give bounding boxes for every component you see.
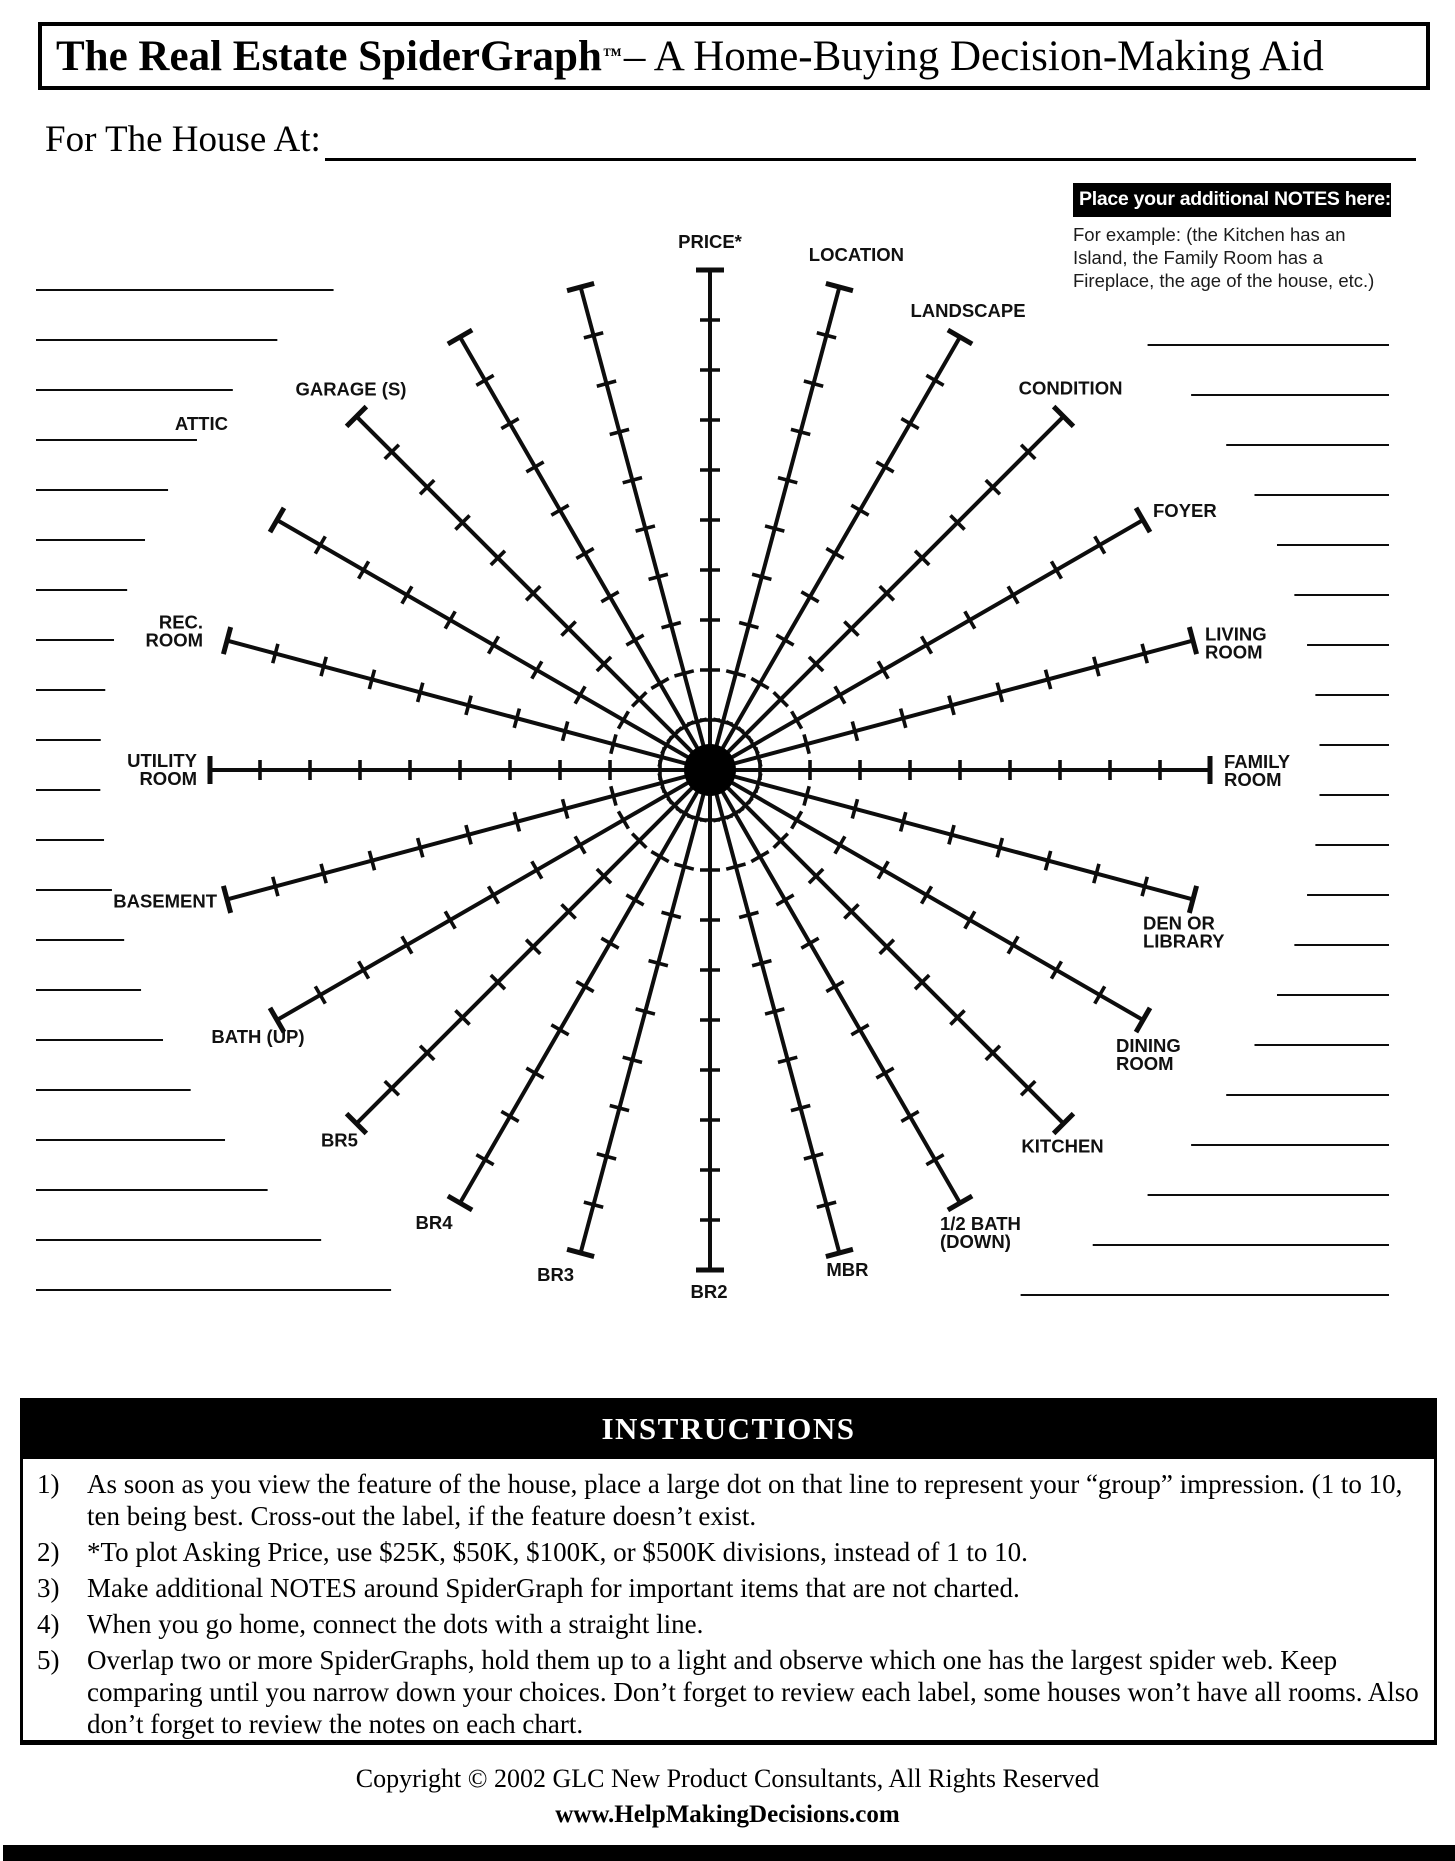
- axis-tick: [852, 722, 857, 741]
- axis-tick: [739, 623, 758, 628]
- footer-copyright: Copyright © 2002 GLC New Product Consultants, All Rights Reserved: [355, 1764, 1100, 1793]
- instruction-item: [37, 1608, 1422, 1640]
- axis-tick: [852, 799, 857, 818]
- axis-label-bath-up: BATH (UP): [211, 1026, 305, 1047]
- axis-tick: [739, 912, 758, 917]
- axis-label-landscape: LANDSCAPE: [910, 299, 1026, 321]
- item-number: 2): [37, 1537, 60, 1567]
- axis-tick: [1142, 644, 1147, 663]
- axis-end-cap: [1189, 627, 1196, 654]
- axis-tick: [817, 1202, 836, 1207]
- axis-tick: [1094, 864, 1099, 883]
- notes-box: [1073, 183, 1391, 292]
- axis-tick: [949, 825, 954, 844]
- axis-tick: [563, 799, 568, 818]
- axis-tick: [649, 574, 668, 579]
- instructions-panel: [20, 1398, 1437, 1745]
- instruction-item: [37, 1468, 1422, 1532]
- page-title: The Real Estate SpiderGraph: [56, 32, 602, 80]
- item-number: 4): [37, 1609, 60, 1639]
- axis-label-living-room: LIVING ROOM: [1204, 623, 1267, 663]
- axis-end-cap: [1189, 886, 1196, 913]
- item-text: When you go home, connect the dots with a straight line.: [87, 1609, 704, 1639]
- axis-tick: [1045, 851, 1050, 870]
- axis-label-br2: BR2: [690, 1281, 728, 1302]
- item-text: Make additional NOTES around SpiderGraph for important items that are not charted.: [87, 1573, 1020, 1603]
- axis-tick: [273, 877, 278, 896]
- axis-tick: [563, 722, 568, 741]
- instruction-item: [37, 1644, 1422, 1740]
- axis-tick: [584, 333, 603, 338]
- notes-header: Place your additional NOTES here:: [1073, 183, 1391, 217]
- house-at-label: For The House At:: [45, 119, 321, 160]
- axis-tick: [949, 696, 954, 715]
- axis-end-cap: [826, 283, 853, 290]
- axis-tick: [997, 683, 1002, 702]
- axis-tick: [623, 478, 642, 483]
- axis-tick: [765, 1009, 784, 1014]
- axis-end-cap: [567, 283, 594, 290]
- axis-label-price: PRICE*: [678, 231, 742, 252]
- bottom-scan-bar: [3, 1845, 1455, 1861]
- notes-example-line: For example: (the Kitchen has an: [1073, 224, 1346, 245]
- axis-label-attic: ATTIC: [174, 413, 228, 434]
- item-number: 5): [37, 1645, 60, 1675]
- axis-label-br4: BR4: [415, 1212, 453, 1234]
- axis-label-1-2-bath-down: 1/2 BATH (DOWN): [940, 1213, 1021, 1253]
- axis-tick: [687, 719, 706, 724]
- axis-tick: [584, 1202, 603, 1207]
- axis-tick: [804, 734, 809, 753]
- axis-tick: [1094, 657, 1099, 676]
- item-text: Overlap two or more SpiderGraphs, hold them up to a light and observe which one has the largest spider web. Keep comparing until you narrow down your choices. Don’t forget to review each label, some houses won’t have all rooms. Also don’t forget to review the notes on each chart.: [87, 1645, 1419, 1739]
- axis-tick: [674, 671, 693, 676]
- axis-end-cap: [948, 330, 972, 344]
- axis-tick: [901, 812, 906, 831]
- axis-tick: [674, 864, 693, 869]
- axis-tick: [611, 734, 616, 753]
- instruction-item: [37, 1536, 1422, 1568]
- axis-tick: [610, 1105, 629, 1110]
- axis-end-cap: [826, 1249, 853, 1256]
- axis-tick: [726, 864, 745, 869]
- axis-label-location: LOCATION: [808, 244, 905, 266]
- axis-tick: [791, 1105, 810, 1110]
- axis-tick: [649, 961, 668, 966]
- axis-tick: [997, 838, 1002, 857]
- item-text: *To plot Asking Price, use $25K, $50K, $100K, or $500K divisions, instead of 1 to 10.: [87, 1537, 1028, 1567]
- axis-tick: [778, 478, 797, 483]
- axis-end-cap: [567, 1249, 594, 1256]
- item-number: 3): [37, 1573, 60, 1603]
- axis-tick: [514, 812, 519, 831]
- axis-end-cap: [223, 886, 230, 913]
- center-hub: [684, 744, 736, 796]
- axis-tick: [1045, 670, 1050, 689]
- axis-tick: [610, 429, 629, 434]
- page-subtitle: – A Home-Buying Decision-Making Aid: [623, 32, 1324, 80]
- axis-tick: [466, 696, 471, 715]
- axis-tick: [418, 683, 423, 702]
- axis-label-family-room: FAMILY ROOM: [1224, 751, 1291, 790]
- notes-example-line: Fireplace, the age of the house, etc.): [1073, 270, 1375, 291]
- axis-tick: [466, 825, 471, 844]
- axis-end-cap: [270, 508, 284, 532]
- footer-website: www.HelpMakingDecisions.com: [555, 1801, 900, 1828]
- instructions-header: INSTRUCTIONS: [20, 1398, 1437, 1459]
- axis-tick: [1142, 877, 1147, 896]
- axis-tick: [804, 381, 823, 386]
- item-text: As soon as you view the feature of the house, place a large dot on that line to represent your “group” impression. (1 to 10, ten being best. Cross-out the label, if the feature doesn’t exist.: [87, 1469, 1403, 1531]
- instructions-body: [20, 1459, 1437, 1745]
- axis-tick: [791, 429, 810, 434]
- axis-end-cap: [1136, 508, 1150, 532]
- axis-label-br3: BR3: [537, 1263, 575, 1285]
- axis-label-mbr: MBR: [826, 1258, 869, 1280]
- axis-tick: [273, 644, 278, 663]
- axis-end-cap: [223, 627, 230, 654]
- axis-tick: [662, 623, 681, 628]
- axis-tick: [369, 670, 374, 689]
- axis-tick: [321, 657, 326, 676]
- footer: [0, 1764, 1455, 1829]
- axis-tick: [752, 574, 771, 579]
- axis-tick: [597, 381, 616, 386]
- axis-tick: [418, 838, 423, 857]
- notes-example-text: [1073, 223, 1391, 292]
- axis-tick: [817, 333, 836, 338]
- axis-tick: [726, 671, 745, 676]
- axis-tick: [611, 786, 616, 805]
- axis-tick: [636, 1009, 655, 1014]
- axis-tick: [636, 526, 655, 531]
- axis-tick: [597, 1154, 616, 1159]
- axis-label-condition: CONDITION: [1018, 377, 1123, 399]
- axis-label-garage-s: GARAGE (S): [295, 378, 407, 400]
- axis-end-cap: [1136, 1008, 1150, 1032]
- item-number: 1): [37, 1469, 60, 1499]
- axis-tick: [804, 786, 809, 805]
- instruction-item: [37, 1572, 1422, 1604]
- axis-label-dining-room: DINING ROOM: [1116, 1035, 1181, 1074]
- axis-tick: [778, 1057, 797, 1062]
- axis-tick: [623, 1057, 642, 1062]
- axis-tick: [901, 709, 906, 728]
- axis-label-utility-room: UTILITY ROOM: [127, 750, 197, 789]
- axis-label-foyer: FOYER: [1153, 500, 1217, 521]
- axis-label-kitchen: KITCHEN: [1021, 1135, 1104, 1157]
- axis-end-cap: [948, 1196, 972, 1210]
- axis-label-basement: BASEMENT: [113, 890, 218, 912]
- notes-example-line: Island, the Family Room has a: [1073, 247, 1323, 268]
- axis-label-br5: BR5: [320, 1129, 358, 1151]
- axis-end-cap: [448, 1196, 472, 1210]
- axis-label-rec-room: REC. ROOM: [145, 611, 204, 651]
- axis-tick: [514, 709, 519, 728]
- axis-tick: [369, 851, 374, 870]
- axis-tick: [804, 1154, 823, 1159]
- axis-tick: [662, 912, 681, 917]
- axis-label-den-or-library: DEN OR LIBRARY: [1142, 912, 1225, 952]
- axis-tick: [765, 526, 784, 531]
- axis-end-cap: [448, 330, 472, 344]
- title-box: The Real Estate SpiderGraph ™ – A Home-Buying Decision-Making Aid: [38, 22, 1430, 90]
- axis-tick: [752, 961, 771, 966]
- axis-tick: [321, 864, 326, 883]
